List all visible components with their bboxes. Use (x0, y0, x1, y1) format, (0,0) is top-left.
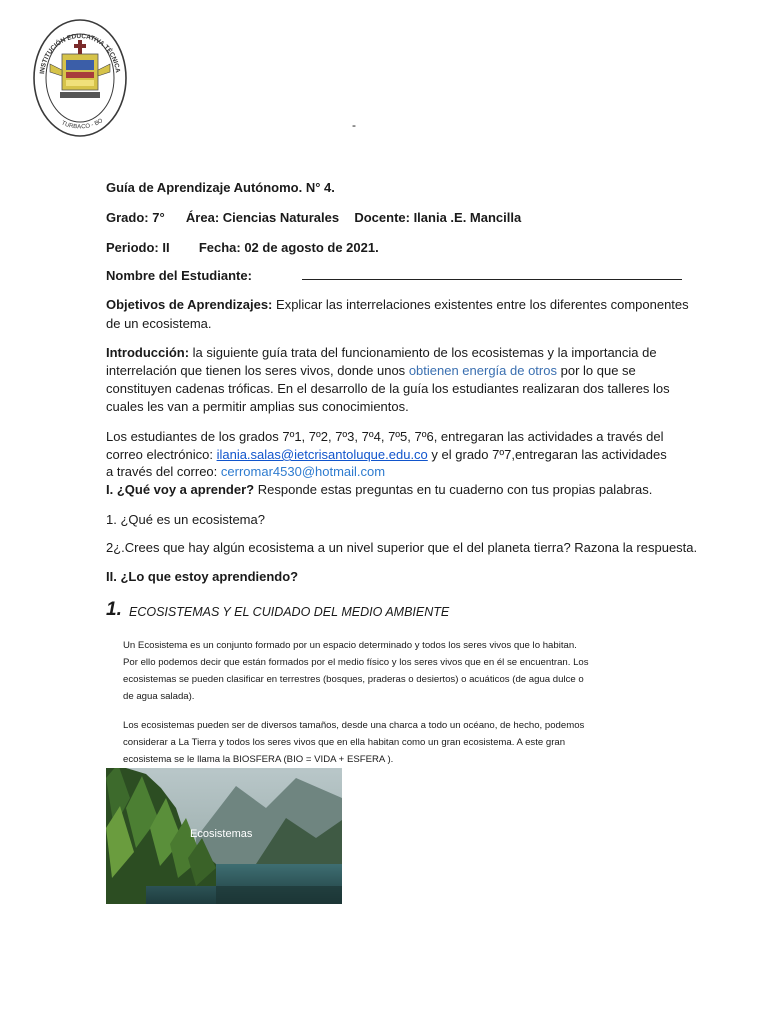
section-i-text: Responde estas preguntas en tu cuaderno con tus propias palabras. (257, 482, 653, 497)
question-2: 2¿.Crees que hay algún ecosistema a un nivel superior que el del planeta tierra? Razona la respuesta. (106, 540, 698, 555)
objectives-line-1 (106, 296, 689, 314)
email-link-2[interactable]: cerromar4530@hotmail.com (220, 464, 386, 479)
intro-line-1 (106, 344, 657, 362)
p1-line-4: de agua salada). (123, 691, 195, 702)
crest-text-top: INSTITUCIÓN EDUCATIVA TÉCNICA (39, 32, 121, 75)
intro-label: Introducción: (106, 345, 190, 360)
ecosystem-paragraph-1 (123, 637, 620, 705)
p2-line-3: ecosistema se le llama la BIOSFERA (BIO = VIDA + ESFERA ). (123, 754, 394, 765)
section-1-title: ECOSISTEMAS Y EL CUIDADO DEL MEDIO AMBIENTE (129, 605, 450, 619)
date-label: Fecha: 02 de agosto de 2021. (198, 240, 379, 255)
intro-line-3: constituyen cadenas tróficas. En el desarrollo de la guía los estudiantes realizaran dos talleres los (106, 381, 670, 396)
question-1: 1. ¿Qué es un ecosistema? (106, 512, 265, 527)
intro-text-2c: por lo que se (560, 363, 636, 378)
forest-lake-photo (106, 768, 342, 904)
delivery-email-suffix: y el grado 7º7,entregaran las actividades (431, 447, 667, 462)
header-dash: - (352, 118, 356, 132)
objectives-text-2: de un ecosistema. (106, 316, 212, 331)
image-caption: Ecosistemas (190, 828, 253, 840)
p2-line-1: Los ecosistemas pueden ser de diversos tamaños, desde una charca a todo un océano, de hecho, podemos (123, 720, 585, 731)
delivery-line-2 (106, 446, 667, 464)
objectives-label: Objetivos de Aprendizajes: (106, 297, 273, 312)
p2-line-2: considerar a La Tierra y todos los seres vivos que en ella habitan como un gran ecosistema. A este gran (123, 737, 566, 748)
delivery-email2-prefix: a través del correo: (106, 464, 218, 479)
intro-line-4: cuales les van a permitir amplias sus conocimientos. (106, 399, 409, 414)
school-crest-icon (32, 14, 128, 140)
period-date-line (106, 239, 379, 257)
teacher-label: Docente: Ilania .E. Mancilla (354, 210, 522, 225)
guide-title: Guía de Aprendizaje Autónomo. N° 4. (106, 180, 335, 195)
p1-line-2: Por ello podemos decir que están formados por el medio físico y los seres vivos que en él se encuentran. Los (123, 657, 589, 668)
p1-line-3: ecosistemas se pueden clasificar en terrestres (bosques, praderas o desiertos) o acuáticos (de agua dulce o (123, 674, 584, 685)
delivery-line-1: Los estudiantes de los grados 7º1, 7º2, 7º3, 7º4, 7º5, 7º6, entregaran las actividades a través del (106, 429, 664, 444)
p1-line-1: Un Ecosistema es un conjunto formado por un espacio determinado y todos los seres vivos que lo habitan. (123, 640, 577, 651)
delivery-email-prefix: correo electrónico: (106, 447, 213, 462)
intro-line-2 (106, 362, 636, 380)
intro-highlight-text: obtienen energía de otros (408, 363, 557, 378)
period-label: Periodo: II (106, 240, 170, 255)
crest-text-bottom: TURBACO - BO (60, 118, 105, 131)
section-i-label: I. ¿Qué voy a aprender? (106, 482, 255, 497)
objectives-text-1: Explicar las interrelaciones existentes entre los diferentes componentes (276, 297, 689, 312)
student-name-label: Nombre del Estudiante: (106, 268, 252, 283)
student-name-input-line[interactable] (302, 279, 682, 280)
intro-text-2a: interrelación que tienen los seres vivos, donde unos (106, 363, 406, 378)
delivery-line-3 (106, 463, 385, 481)
intro-text-1: la siguiente guía trata del funcionamiento de los ecosistemas y la importancia de (192, 345, 657, 360)
grade-label: Grado: 7° (106, 210, 165, 225)
section-1-number: 1. (106, 599, 122, 620)
ecosystem-paragraph-2 (123, 717, 620, 768)
section-i-line (106, 481, 652, 499)
email-link-1[interactable]: ilania.salas@ietcrisantoluque.edu.co (216, 447, 428, 462)
section-ii-label: II. ¿Lo que estoy aprendiendo? (106, 569, 299, 584)
grade-area-teacher-line (106, 209, 521, 227)
area-label: Área: Ciencias Naturales (185, 210, 340, 225)
